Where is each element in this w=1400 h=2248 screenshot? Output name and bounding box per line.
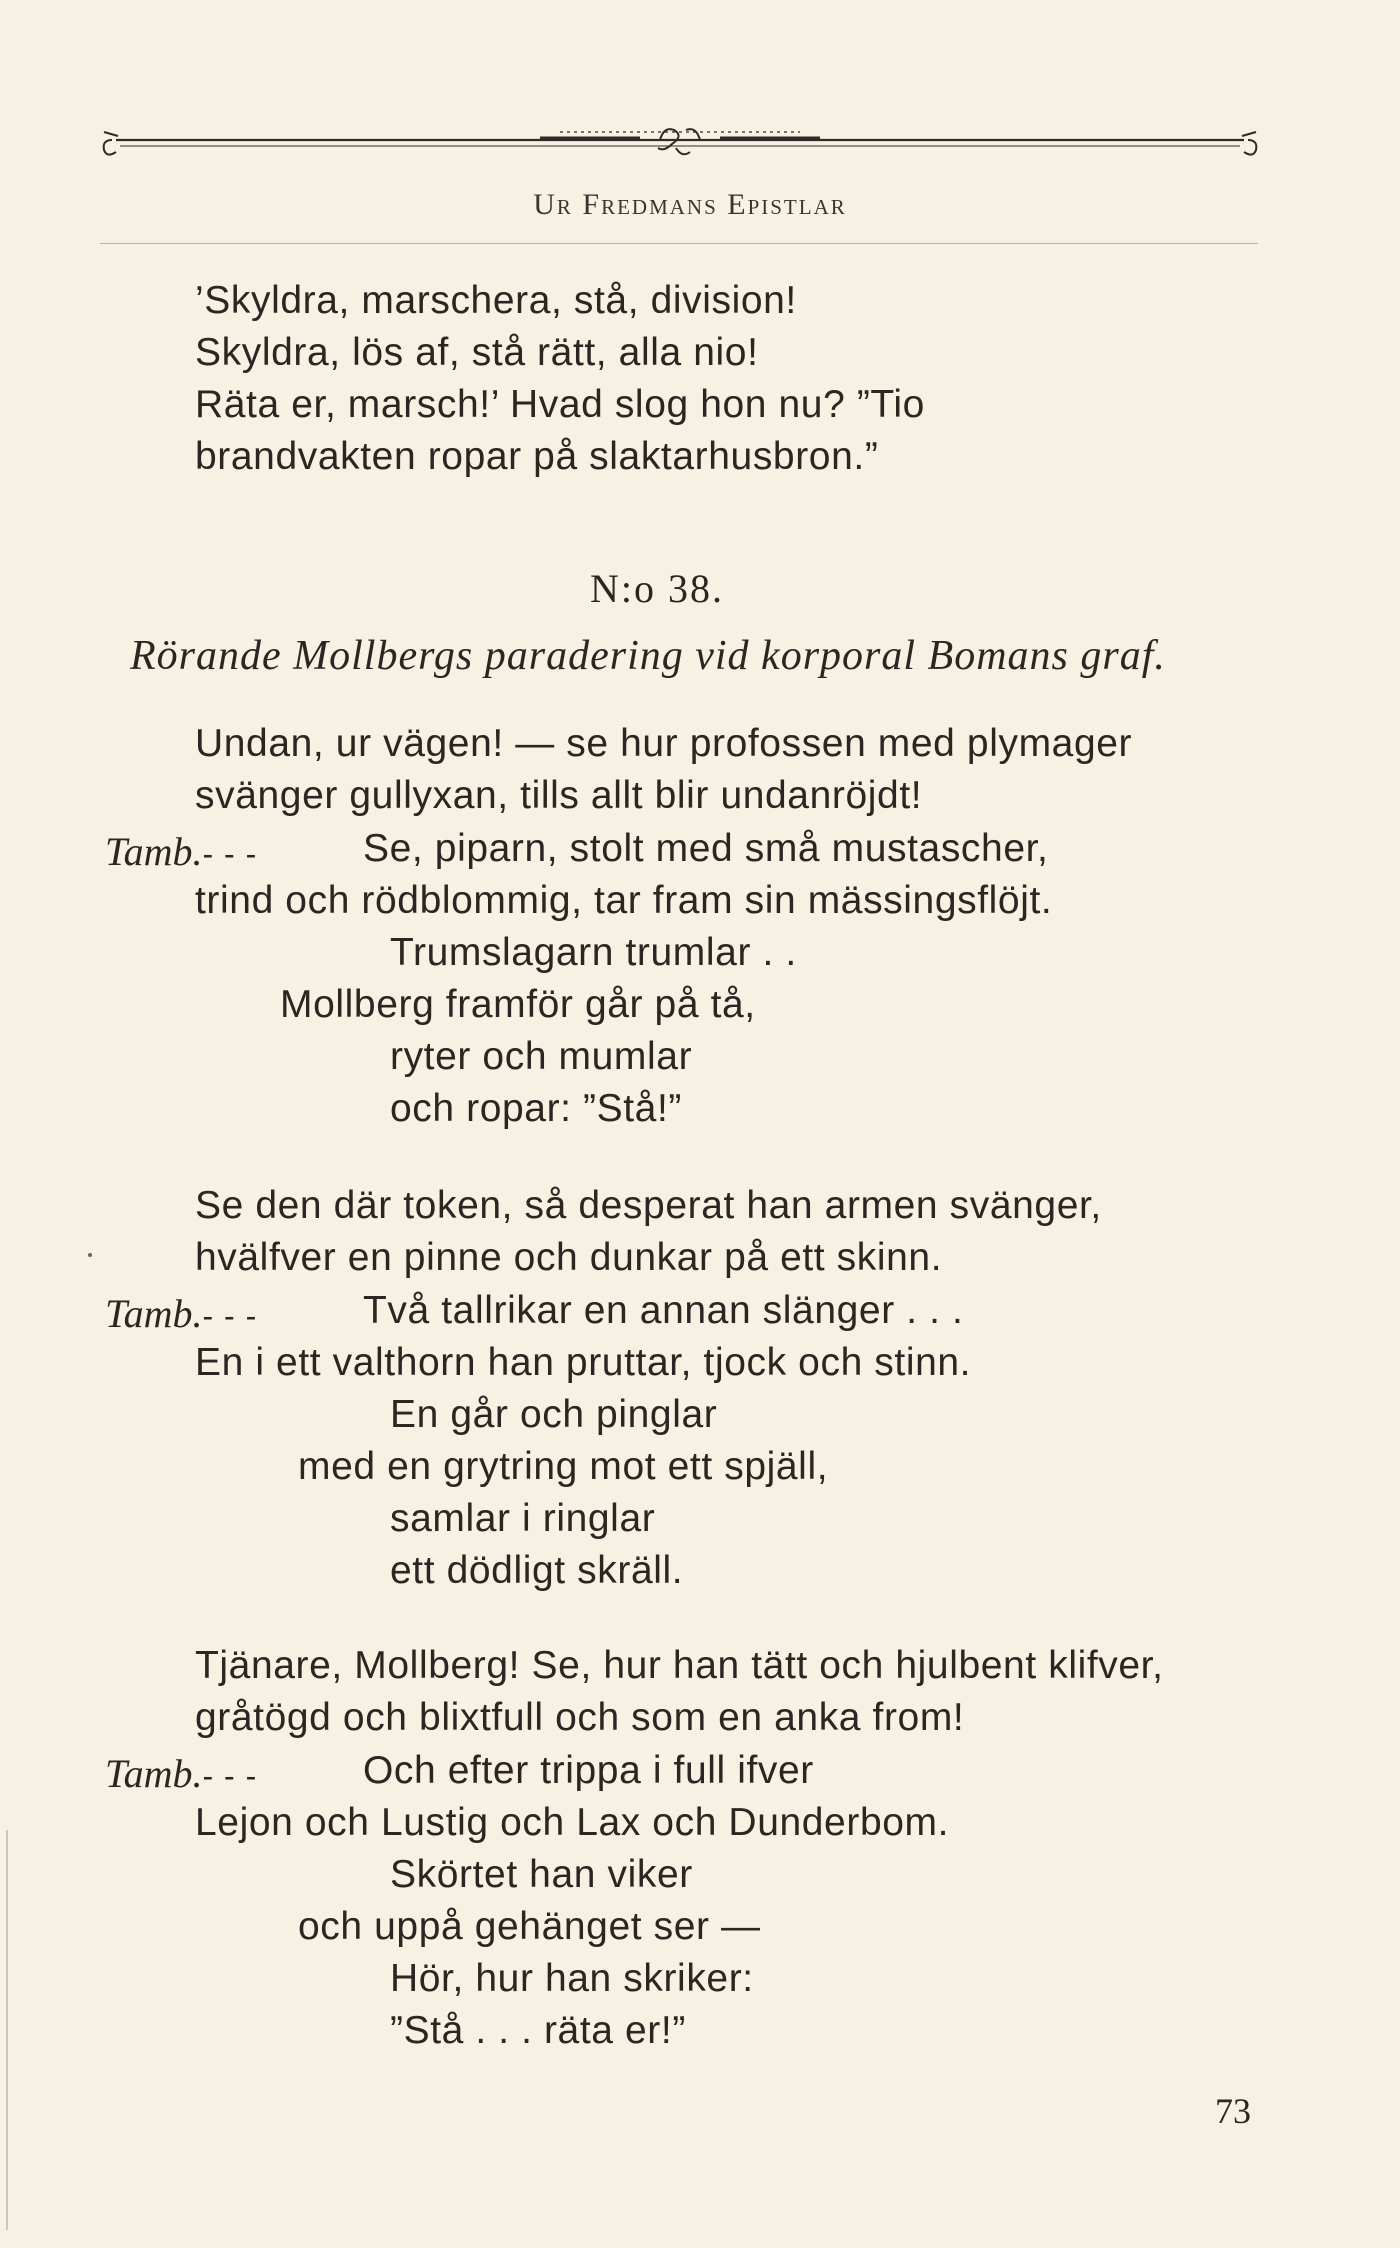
verse-line: Lejon och Lustig och Lax och Dunderbom. xyxy=(195,1801,950,1844)
verse-line: Se, piparn, stolt med små mustascher, xyxy=(363,827,1049,870)
page-number: 73 xyxy=(1215,2091,1251,2131)
verse-line: ’Skyldra, marschera, stå, division! xyxy=(195,279,797,322)
speaker-name: Tamb. xyxy=(105,1291,203,1336)
header-ornament-icon xyxy=(100,118,1260,198)
verse-line: Och efter trippa i full ifver xyxy=(363,1749,814,1792)
verse-line: En i ett valthorn han pruttar, tjock och stinn. xyxy=(195,1341,972,1384)
verse-line: och ropar: ”Stå!” xyxy=(390,1087,682,1130)
verse-line: Skörtet han viker xyxy=(390,1853,693,1896)
verse-line: Skyldra, lös af, stå rätt, alla nio! xyxy=(195,331,759,374)
speaker-label xyxy=(105,1750,257,1797)
running-header-title: Ur Fredmans Epistlar xyxy=(533,188,847,221)
verse-line: Räta er, marsch!’ Hvad slog hon nu? ”Tio xyxy=(195,383,925,426)
verse-line: Undan, ur vägen! — se hur profossen med plymager xyxy=(195,722,1133,765)
verse-line: ryter och mumlar xyxy=(390,1035,693,1078)
verse-line: Mollberg framför går på tå, xyxy=(280,983,756,1026)
epistle-number: N:o 38. xyxy=(590,566,724,611)
verse-line: ett dödligt skräll. xyxy=(390,1549,684,1592)
verse-line: Tjänare, Mollberg! Se, hur han tätt och hjulbent klifver, xyxy=(195,1644,1164,1687)
verse-line: gråtögd och blixtfull och som en anka from! xyxy=(195,1696,965,1739)
verse-line: med en grytring mot ett spjäll, xyxy=(298,1445,829,1488)
verse-line: En går och pinglar xyxy=(390,1393,718,1436)
verse-line: samlar i ringlar xyxy=(390,1497,656,1540)
verse-line: hvälfver en pinne och dunkar på ett skinn. xyxy=(195,1236,943,1279)
speaker-dash: - - - xyxy=(202,836,258,872)
speaker-name: Tamb. xyxy=(105,1751,203,1796)
header-rule xyxy=(100,243,1258,244)
verse-line: svänger gullyxan, tills allt blir undanröjdt! xyxy=(195,774,923,817)
speaker-label xyxy=(105,1290,257,1337)
verse-line: Hör, hur han skriker: xyxy=(390,1957,754,2000)
speaker-label xyxy=(105,828,257,875)
epistle-subtitle: Rörande Mollbergs paradering vid korporal Bomans graf. xyxy=(130,633,1166,679)
verse-line: trind och rödblommig, tar fram sin mässingsflöjt. xyxy=(195,879,1053,922)
verse-line: brandvakten ropar på slaktarhusbron.” xyxy=(195,435,879,478)
verse-line: Se den där token, så desperat han armen svänger, xyxy=(195,1184,1102,1227)
verse-line: Trumslagarn trumlar . . xyxy=(390,931,797,974)
speaker-dash: - - - xyxy=(202,1758,258,1794)
verse-line: Två tallrikar en annan slänger . . . xyxy=(363,1289,964,1332)
speaker-name: Tamb. xyxy=(105,829,203,874)
speaker-dash: - - - xyxy=(202,1298,258,1334)
binding-edge xyxy=(6,1830,8,2230)
verse-line: ”Stå . . . räta er!” xyxy=(390,2009,686,2052)
verse-line: och uppå gehänget ser — xyxy=(298,1905,761,1948)
print-fleck xyxy=(88,1253,92,1257)
